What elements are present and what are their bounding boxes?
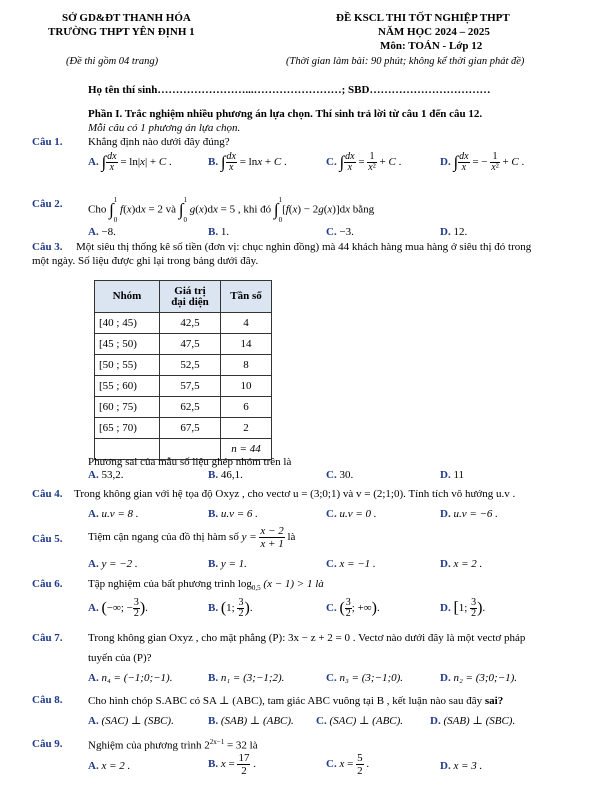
q3-option-d[interactable]: D. 11	[440, 469, 465, 481]
dept-name: SỞ GD&ĐT THANH HÓA	[62, 12, 191, 24]
school-name: TRƯỜNG THPT YÊN ĐỊNH 1	[48, 26, 195, 38]
table-header-frequency: Tần số	[221, 281, 272, 313]
table-row: [60 ; 75) 62,5 6	[95, 397, 272, 418]
q1-text: Khẳng định nào dưới đây đúng?	[88, 136, 230, 148]
table-row: [65 ; 70) 67,5 2	[95, 418, 272, 439]
q4-option-a[interactable]: A. u.v = 8 .	[88, 508, 139, 520]
table-row: [40 ; 45) 42,5 4	[95, 313, 272, 334]
q3-option-c[interactable]: C. 30.	[326, 469, 354, 481]
subject: Môn: TOÁN - Lớp 12	[380, 40, 483, 52]
q2-label: Câu 2.	[32, 198, 63, 210]
q9-label: Câu 9.	[32, 738, 63, 750]
q3-question: Phương sai của mẫu số liệu ghép nhóm trên là	[88, 456, 292, 468]
q9-option-a[interactable]: A. x = 2 .	[88, 760, 131, 772]
q2-text: Cho ∫1 0 f(x)dx = 2 và ∫1 0 g(x)dx = 5 , khi đó ∫1 0[f(x) − 2g(x)]dx bằng	[88, 196, 375, 224]
q4-option-c[interactable]: C. u.v = 0 .	[326, 508, 377, 520]
table-row: [55 ; 60) 57,5 10	[95, 376, 272, 397]
table-header-representative: Giá trị đại diện	[160, 281, 221, 313]
q5-option-d[interactable]: D. x = 2 .	[440, 558, 483, 570]
q1-label: Câu 1.	[32, 136, 63, 148]
q6-option-c[interactable]: C. ( $\frac{3}{2}$ ; +∞).	[326, 597, 380, 619]
q2-option-a[interactable]: A. −8.	[88, 226, 116, 238]
q8-label: Câu 8.	[32, 694, 63, 706]
q5-option-a[interactable]: A. y = −2 .	[88, 558, 138, 570]
q7-text-line1: Trong không gian Oxyz , cho mặt phẳng (P): 3x − z + 2 = 0 . Vectơ nào dưới đây là một vectơ pháp	[88, 632, 526, 644]
q7-option-d[interactable]: D. n₂ = (3;0;−1).	[440, 672, 518, 684]
q3-label: Câu 3.	[32, 241, 63, 253]
q5-text: Tiệm cận ngang của đồ thị hàm số y = $\frac{x - 2}{x + 1}$ là	[88, 525, 296, 550]
q4-text: Trong không gian với hệ tọa độ Oxyz , cho vectơ u = (3;0;1) và v = (2;1;0). Tính tích vô hướng u.v .	[74, 488, 516, 500]
q2-option-c[interactable]: C. −3.	[326, 226, 354, 238]
q6-label: Câu 6.	[32, 578, 63, 590]
q6-option-d[interactable]: D. [1; $\frac{3}{2}$ ).	[440, 597, 486, 619]
q4-option-b[interactable]: B. u.v = 6 .	[208, 508, 258, 520]
table-header-group: Nhóm	[95, 281, 160, 313]
q2-option-b[interactable]: B. 1.	[208, 226, 230, 238]
q6-option-b[interactable]: B. (1; $\frac{3}{2}$ ).	[208, 597, 253, 619]
q4-option-d[interactable]: D. u.v = −6 .	[440, 508, 498, 520]
q8-option-b[interactable]: B. (SAB) ⊥ (ABC).	[208, 715, 294, 727]
q7-option-a[interactable]: A. n₄ = (−1;0;−1).	[88, 672, 173, 684]
table-row: [50 ; 55) 52,5 8	[95, 355, 272, 376]
q1-option-b[interactable]: B. ∫ $\frac{dx}{x}$ = lnx + C .	[208, 151, 287, 173]
q9-option-c[interactable]: C. x = $\frac{5}{2}$ .	[326, 752, 370, 777]
q1-option-d[interactable]: D. ∫ $\frac{dx}{x}$ = − $\frac{1}{\text{x²}}$ + C .	[440, 151, 525, 173]
q9-text: Nghiệm của phương trình $2^{2x-1} = 32$ là	[88, 738, 258, 752]
q8-option-c[interactable]: C. (SAC) ⊥ (ABC).	[316, 715, 404, 727]
table-total-row: n = 44	[95, 439, 272, 460]
q9-option-d[interactable]: D. x = 3 .	[440, 760, 483, 772]
q6-option-a[interactable]: A. (−∞; − $\frac{3}{2}$ ).	[88, 597, 148, 619]
q8-text: Cho hình chóp S.ABC có SA ⊥ (ABC), tam giác ABC vuông tại B , kết luận nào sau đây sai?	[88, 695, 504, 707]
q5-option-c[interactable]: C. x = −1 .	[326, 558, 376, 570]
q7-option-b[interactable]: B. n₁ = (3;−1;2).	[208, 672, 285, 684]
q1-option-a[interactable]: A. ∫ $\frac{dx}{x}$ = ln|x| + C .	[88, 151, 172, 173]
part-title: Phần I. Trắc nghiệm nhiều phương án lựa chọn. Thí sinh trả lời từ câu 1 đến câu 12.	[88, 108, 483, 120]
q5-label: Câu 5.	[32, 533, 63, 545]
school-year: NĂM HỌC 2024 – 2025	[378, 26, 490, 38]
q3-text-line2: một ngày. Số liệu được ghi lại trong bảng dưới đây.	[32, 255, 259, 267]
q4-label: Câu 4.	[32, 488, 63, 500]
q9-option-b[interactable]: B. x = $\frac{17}{2}$ .	[208, 752, 256, 777]
exam-title: ĐỀ KSCL THI TỐT NGHIỆP THPT	[336, 12, 510, 24]
part-subtitle: Mỗi câu có 1 phương án lựa chọn.	[88, 122, 241, 134]
q7-option-c[interactable]: C. n₃ = (3;−1;0).	[326, 672, 404, 684]
q3-option-a[interactable]: A. 53,2.	[88, 469, 124, 481]
q3-option-b[interactable]: B. 46,1.	[208, 469, 243, 481]
q8-option-d[interactable]: D. (SAB) ⊥ (SBC).	[430, 715, 516, 727]
student-info-line: Họ tên thí sinh……………………...……………………; SBD……………………………	[88, 84, 491, 96]
q7-label: Câu 7.	[32, 632, 63, 644]
q1-option-c[interactable]: C. ∫ $\frac{dx}{x}$ = $\frac{1}{\text{x²}}$ + C .	[326, 151, 402, 173]
time-note: (Thời gian làm bài: 90 phút; không kể thời gian phát đề)	[286, 56, 525, 67]
table-row: [45 ; 50) 47,5 14	[95, 334, 272, 355]
q3-text-line1: Một siêu thị thống kê số tiền (đơn vị: chục nghìn đồng) mà 44 khách hàng mua hàng ở siêu thị đó trong	[76, 241, 532, 253]
q8-option-a[interactable]: A. (SAC) ⊥ (SBC).	[88, 715, 174, 727]
q5-option-b[interactable]: B. y = 1.	[208, 558, 247, 570]
q7-text-line2: tuyến của (P)?	[88, 652, 152, 664]
q6-text: Tập nghiệm của bất phương trình $\log_{0,5} (x - 1) > 1$ là	[88, 578, 324, 593]
frequency-table	[94, 280, 272, 460]
q2-option-d[interactable]: D. 12.	[440, 226, 468, 238]
page-count-note: (Đề thi gồm 04 trang)	[66, 56, 159, 67]
